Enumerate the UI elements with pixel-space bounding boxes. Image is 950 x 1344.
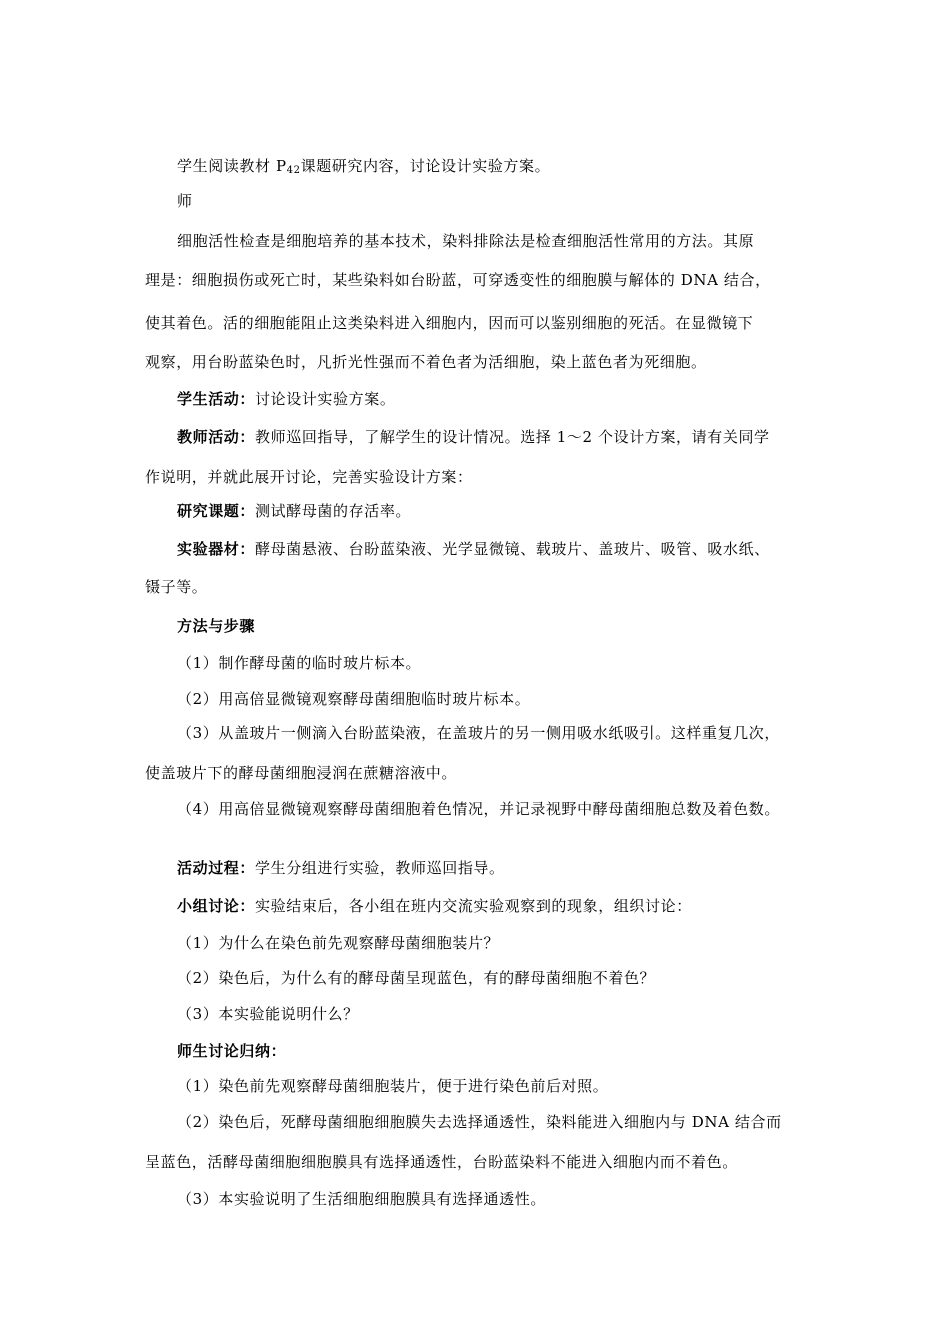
process-text: 学生分组进行实验，教师巡回指导。 <box>255 859 505 877</box>
teacher-activity-label: 教师活动： <box>177 428 256 446</box>
method-step: （4）用高倍显微镜观察酵母菌细胞着色情况，并记录视野中酵母菌细胞总数及着色数。 <box>177 800 780 818</box>
teacher-activity <box>177 427 770 447</box>
student-activity-label: 学生活动： <box>177 390 256 408</box>
principle-line: 细胞活性检查是细胞培养的基本技术，染料排除法是检查细胞活性常用的方法。其原 <box>177 232 755 250</box>
method-step: （2）用高倍显微镜观察酵母菌细胞临时玻片标本。 <box>177 690 531 708</box>
activity-process <box>177 858 505 878</box>
process-label: 活动过程： <box>177 859 256 877</box>
summary-line: （2）染色后，死酵母菌细胞细胞膜失去选择通透性，染料能进入细胞内与 DNA 结合而 <box>177 1113 782 1131</box>
teacher-activity-text: 教师巡回指导，了解学生的设计情况。选择 1～2 个设计方案，请有关同学 <box>255 428 770 446</box>
materials-text: 酵母菌悬液、台盼蓝染液、光学显微镜、载玻片、盖玻片、吸管、吸水纸、 <box>255 540 770 558</box>
teacher-label: 师 <box>177 192 193 210</box>
materials-label: 实验器材： <box>177 540 256 558</box>
group-discussion <box>177 896 692 916</box>
page-subscript: 42 <box>286 165 301 176</box>
principle-line: 使其着色。活的细胞能阻止这类染料进入细胞内，因而可以鉴别细胞的死活。在显微镜下 <box>145 314 754 332</box>
intro-text: 学生阅读教材 P <box>177 157 287 175</box>
discussion-question: （1）为什么在染色前先观察酵母菌细胞装片？ <box>177 934 500 952</box>
discussion-question: （2）染色后，为什么有的酵母菌呈现蓝色，有的酵母菌细胞不着色？ <box>177 969 656 987</box>
summary-line: （3）本实验说明了生活细胞细胞膜具有选择通透性。 <box>177 1190 546 1208</box>
student-activity-text: 讨论设计实验方案。 <box>255 390 396 408</box>
method-step: （3）从盖玻片一侧滴入台盼蓝染液，在盖玻片的另一侧用吸水纸吸引。这样重复几次， <box>177 724 780 742</box>
research-topic-text: 测试酵母菌的存活率。 <box>255 502 412 520</box>
materials-cont: 镊子等。 <box>145 578 208 596</box>
research-topic <box>177 501 411 521</box>
group-discussion-label: 小组讨论： <box>177 897 256 915</box>
student-activity <box>177 389 395 409</box>
methods-heading: 方法与步骤 <box>177 617 256 635</box>
group-discussion-text: 实验结束后，各小组在班内交流实验观察到的现象，组织讨论： <box>255 897 692 915</box>
method-step: （1）制作酵母菌的临时玻片标本。 <box>177 654 422 672</box>
summary-heading: 师生讨论归纳： <box>177 1042 287 1060</box>
intro-paragraph <box>177 156 550 176</box>
summary-line: （1）染色前先观察酵母菌细胞装片，便于进行染色前后对照。 <box>177 1077 609 1095</box>
research-topic-label: 研究课题： <box>177 502 256 520</box>
summary-line-cont: 呈蓝色，活酵母菌细胞细胞膜具有选择通透性，台盼蓝染料不能进入细胞内而不着色。 <box>145 1153 738 1171</box>
method-step-cont: 使盖玻片下的酵母菌细胞浸润在蔗糖溶液中。 <box>145 764 458 782</box>
materials <box>177 539 770 559</box>
intro-text-end: 课题研究内容，讨论设计实验方案。 <box>300 157 551 175</box>
discussion-question: （3）本实验能说明什么？ <box>177 1005 359 1023</box>
principle-line: 观察，用台盼蓝染色时，凡折光性强而不着色者为活细胞，染上蓝色者为死细胞。 <box>145 353 707 371</box>
principle-line: 理是：细胞损伤或死亡时，某些染料如台盼蓝，可穿透变性的细胞膜与解体的 DNA 结合， <box>145 271 771 289</box>
teacher-activity-cont: 作说明，并就此展开讨论，完善实验设计方案： <box>145 468 473 486</box>
